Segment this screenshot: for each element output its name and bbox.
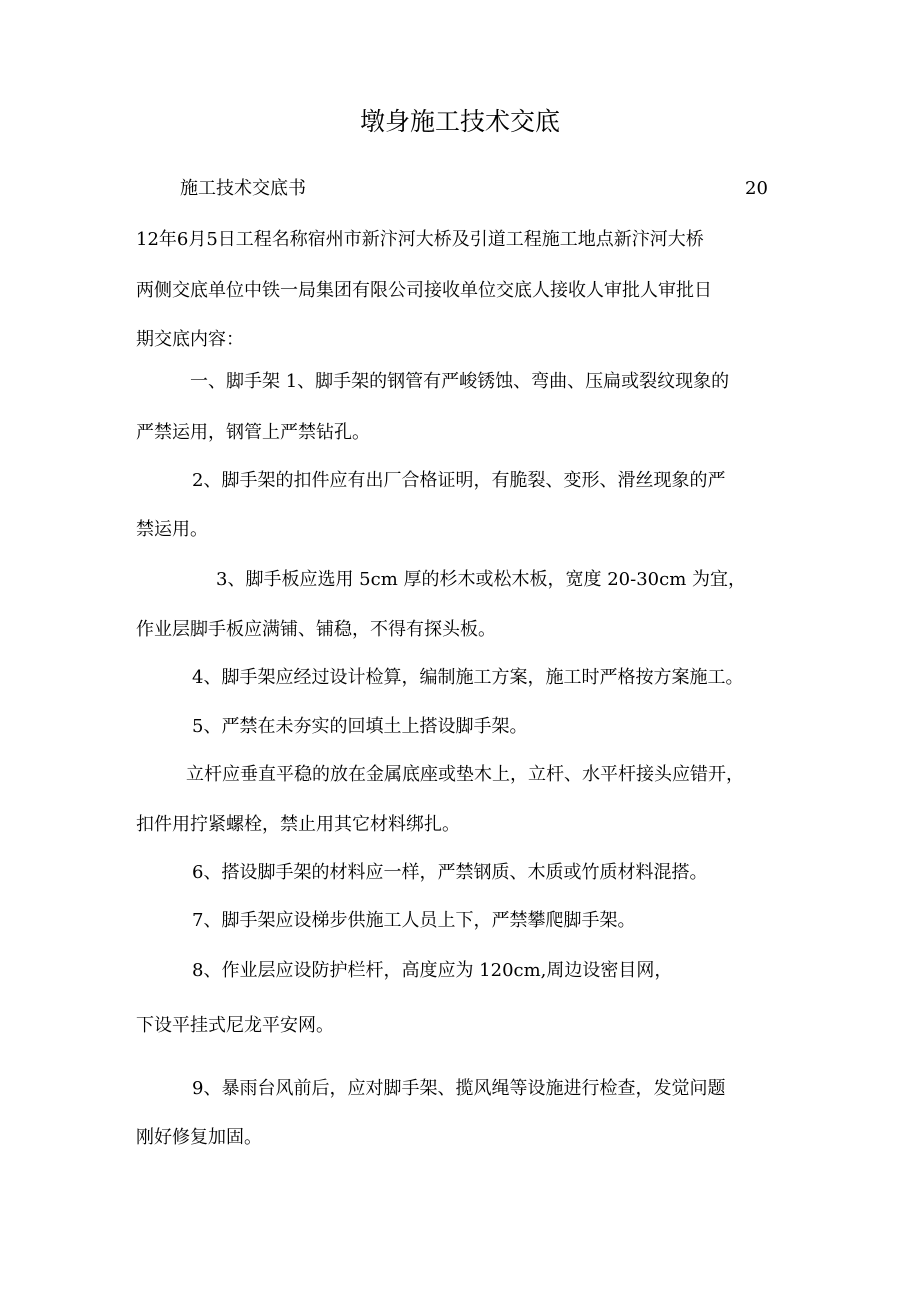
document-title: 墩身施工技术交底	[359, 107, 560, 136]
body-line: 4、脚手架应经过设计检算，编制施工方案，施工时严格按方案施工。	[192, 667, 744, 688]
body-line: 作业层脚手板应满铺、铺稳，不得有探头板。	[136, 619, 496, 640]
body-line: 5、严禁在未夯实的回填土上搭设脚手架。	[192, 716, 528, 737]
header-label: 施工技术交底书	[180, 178, 306, 199]
body-line: 8、作业层应设防护栏杆，高度应为 120cm,周边设密目网，	[192, 960, 673, 981]
header-year-prefix: 20	[745, 178, 768, 199]
body-line: 刚好修复加固。	[136, 1127, 262, 1148]
body-line: 6、搭设脚手架的材料应一样，严禁钢质、木质或竹质材料混搭。	[192, 862, 708, 883]
body-line: 两侧交底单位中铁一局集团有限公司接收单位交底人接收人审批人审批日	[136, 280, 712, 301]
body-line: 立杆应垂直平稳的放在金属底座或垫木上，立杆、水平杆接头应错开，	[186, 764, 744, 785]
body-line: 下设平挂式尼龙平安网。	[136, 1015, 334, 1036]
body-line: 3、脚手板应选用 5cm 厚的杉木或松木板，宽度 20-30cm 为宜，	[216, 569, 746, 590]
body-line: 期交底内容：	[136, 329, 244, 350]
body-line: 一、脚手架 1、脚手架的钢管有严峻锈蚀、弯曲、压扁或裂纹现象的	[190, 371, 730, 392]
body-line: 严禁运用，钢管上严禁钻孔。	[136, 422, 370, 443]
body-line: 扣件用拧紧螺栓，禁止用其它材料绑扎。	[136, 814, 460, 835]
body-line: 9、暴雨台风前后，应对脚手架、揽风绳等设施进行检查，发觉问题	[192, 1078, 726, 1099]
body-line: 2、脚手架的扣件应有出厂合格证明，有脆裂、变形、滑丝现象的严	[192, 470, 726, 491]
body-line: 7、脚手架应设梯步供施工人员上下，严禁攀爬脚手架。	[192, 910, 636, 931]
body-line: 禁运用。	[136, 519, 208, 540]
body-line: 12年6月5日工程名称宿州市新汴河大桥及引道工程施工地点新汴河大桥	[136, 229, 704, 250]
